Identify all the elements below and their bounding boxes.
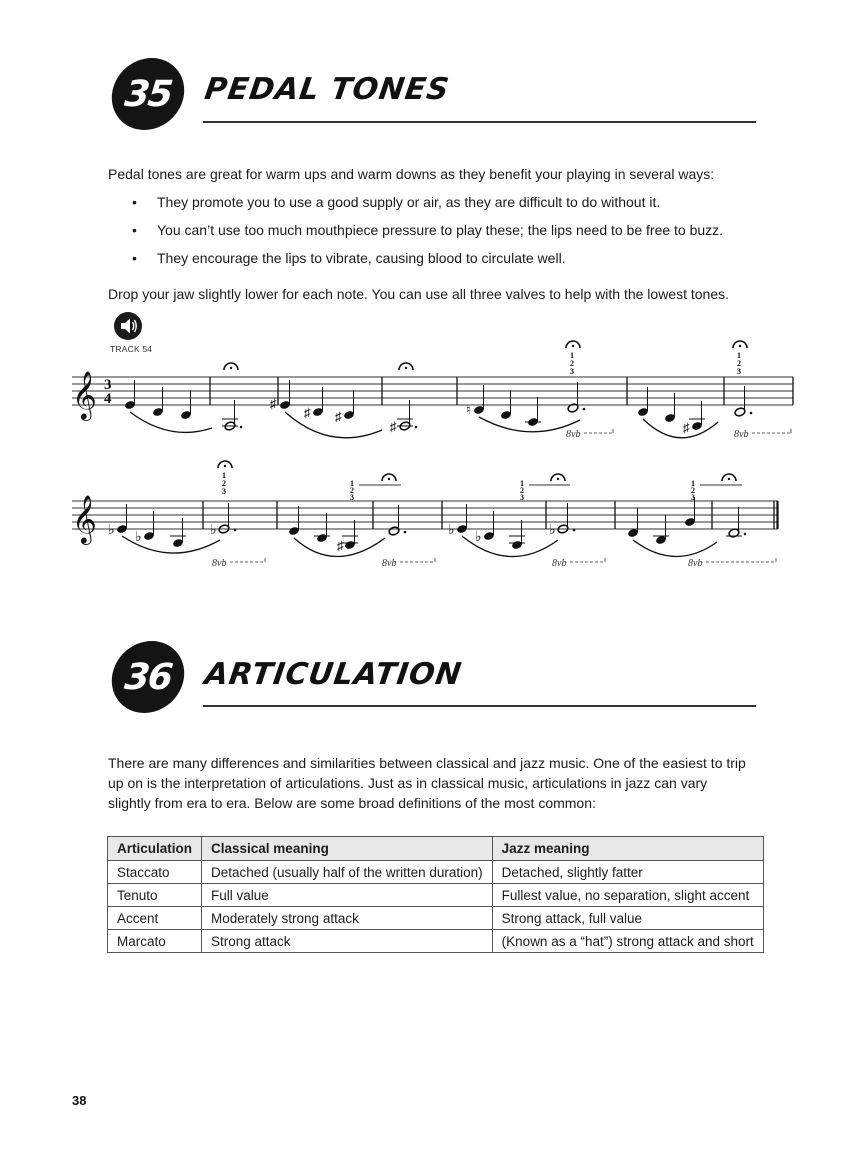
column-header: Jazz meaning [492,837,763,861]
benefits-list [108,192,723,276]
table-header-row [108,837,764,861]
table-row [108,884,764,907]
svg-text:3: 3 [104,377,112,393]
music-staff-system-1 [60,330,810,445]
section-number-badge [108,58,188,130]
table-cell: Detached (usually half of the written duration) [202,861,493,884]
svg-text:♮: ♮ [466,402,471,417]
svg-text:♭: ♭ [108,523,115,538]
table-cell: Full value [202,884,493,907]
table-cell: Strong attack, full value [492,907,763,930]
section-number-badge [108,641,188,713]
table-cell: Staccato [108,861,202,884]
list-item [108,192,723,220]
svg-text:1: 1 [520,479,524,488]
table-cell: Strong attack [202,930,493,953]
column-header: Classical meaning [202,837,493,861]
svg-text:2: 2 [520,486,524,495]
svg-text:♯: ♯ [270,396,277,411]
table-row [108,930,764,953]
svg-text:♯: ♯ [337,538,344,553]
section-title: PEDAL TONES [202,72,452,107]
list-item-text: They encourage the lips to vibrate, causing blood to circulate well. [157,250,566,266]
list-item [108,248,723,276]
svg-text:3: 3 [520,493,524,502]
svg-text:8vb: 8vb [552,558,567,569]
intro-paragraph [108,753,746,813]
svg-text:♭: ♭ [448,523,455,538]
bullet-icon: • [132,222,137,238]
table-row [108,861,764,884]
svg-text:8vb: 8vb [382,558,397,569]
articulation-table [107,836,764,953]
svg-text:♯: ♯ [335,409,342,424]
svg-text:3: 3 [737,367,741,376]
table-cell: Detached, slightly fatter [492,861,763,884]
svg-text:♭: ♭ [475,530,482,545]
svg-text:2: 2 [350,486,354,495]
svg-text:3: 3 [350,493,354,502]
svg-text:♯: ♯ [683,420,690,435]
svg-text:1: 1 [222,471,226,480]
svg-text:♯: ♯ [390,419,397,434]
section-title: ARTICULATION [202,657,465,692]
treble-clef-icon: 𝄞 [72,497,97,543]
svg-text:3: 3 [570,367,574,376]
music-staff-system-2 [60,460,810,575]
svg-text:8vb: 8vb [212,558,227,569]
section-number: 35 [122,73,174,115]
table-cell: Fullest value, no separation, slight accent [492,884,763,907]
table-cell: Marcato [108,930,202,953]
column-header: Articulation [108,837,202,861]
svg-text:1: 1 [570,351,574,360]
list-item [108,220,723,248]
table-row [108,907,764,930]
svg-text:3: 3 [691,493,695,502]
svg-text:1: 1 [350,479,354,488]
intro-paragraph: Pedal tones are great for warm ups and warm downs as they benefit your playing in several ways: [108,166,715,182]
title-underline [203,705,756,707]
svg-text:8vb: 8vb [566,429,581,440]
page-number: 38 [72,1093,87,1108]
svg-text:2: 2 [691,486,695,495]
svg-text:♭: ♭ [210,523,217,538]
table-cell: Tenuto [108,884,202,907]
table-cell: (Known as a “hat”) strong attack and short [492,930,763,953]
svg-text:2: 2 [222,479,226,488]
paragraph-line: slightly from era to era. Below are some broad definitions of the most common: [108,795,596,811]
section-number: 36 [122,656,174,698]
bullet-icon: • [132,194,137,210]
svg-text:♭: ♭ [549,523,556,538]
paragraph-line: There are many differences and similarities between classical and jazz music. One of the easiest to trip [108,755,746,771]
instruction-paragraph: Drop your jaw slightly lower for each note. You can use all three valves to help with the lowest tones. [108,286,730,302]
table-cell: Accent [108,907,202,930]
svg-text:8vb: 8vb [688,558,703,569]
svg-text:2: 2 [737,359,741,368]
svg-text:♯: ♯ [304,405,311,420]
track-label: TRACK 54 [110,344,153,354]
title-underline [203,121,756,123]
treble-clef-icon: 𝄞 [72,373,97,419]
list-item-text: You can’t use too much mouthpiece pressure to play these; the lips need to be free to buzz. [157,222,724,238]
table-cell: Moderately strong attack [202,907,493,930]
svg-text:2: 2 [570,359,574,368]
svg-text:4: 4 [104,391,112,407]
svg-text:1: 1 [737,351,741,360]
paragraph-line: up on is the interpretation of articulations. Just as in classical music, articulations in jazz can vary [108,775,708,791]
svg-text:♭: ♭ [135,530,142,545]
svg-text:8vb: 8vb [734,429,749,440]
svg-text:1: 1 [691,479,695,488]
svg-text:3: 3 [222,487,226,496]
bullet-icon: • [132,250,137,266]
list-item-text: They promote you to use a good supply or air, as they are difficult to do without it. [157,194,661,210]
